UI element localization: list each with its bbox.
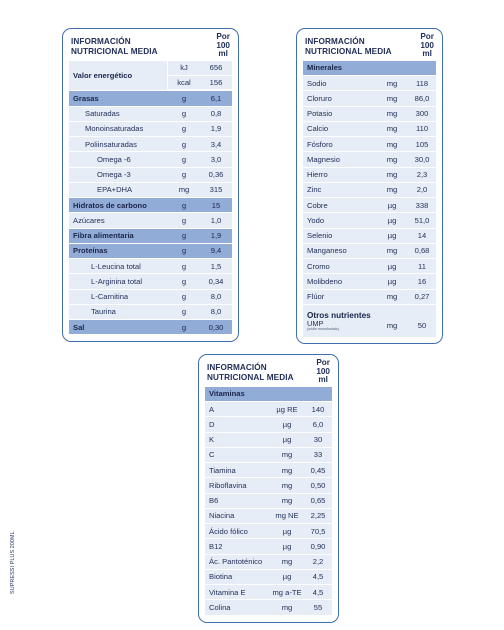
table-row [303,152,436,167]
table-cell-value: 4,5 [312,572,324,582]
table-cell-unit: mg [281,557,293,567]
table-row [205,448,332,463]
table-row [303,183,436,198]
table-cell-name: C [209,450,215,460]
table-row [303,91,436,106]
table-cell-value: 0,8 [210,109,222,119]
table-row [303,244,436,259]
table-cell-value: 51,0 [414,215,430,225]
table-cell-name: Taurina [91,307,116,317]
table-cell-value: 2,3 [416,170,428,180]
table-cell-name: Omega -6 [97,154,131,164]
table-cell-unit: µg [282,541,292,551]
table-cell-unit: µg [387,261,397,271]
nutrition-table [303,61,436,337]
table-cell-name: L-Leucina total [91,261,141,271]
table-cell-unit: µg [282,435,292,445]
table-cell-name: Ác. Pantoténico [209,557,263,567]
table-cell-name: Hierro [307,170,328,180]
table-cell-unit: mg [178,185,190,195]
table-cell-name: Fósforo [307,139,333,149]
table-cell-name: Colina [209,602,231,612]
table-cell-name: L-Carnitina [91,292,129,302]
table-cell-name: Saturadas [85,109,120,119]
table-cell-value: 0,45 [310,465,326,475]
table-row [69,198,232,213]
table-cell-unit: g [181,322,187,332]
table-cell-value: 6,0 [312,419,324,429]
table-cell-value: 2,25 [310,511,326,521]
panel-header [303,33,436,59]
table-cell-unit: g [181,154,187,164]
table-cell-value: 2,2 [312,557,324,567]
table-cell-value: 118 [415,78,429,88]
energy-row [69,61,232,92]
table-cell-unit: mg [386,185,398,195]
table-cell-unit: µg [387,276,397,286]
table-cell-unit: g [181,139,187,149]
per-100ml-label: Por 100 ml [420,32,434,59]
table-row [69,137,232,152]
table-cell-name: L-Arginina total [91,276,143,286]
table-cell-name: Potasio [307,109,333,119]
table-cell-unit: mg [386,292,398,302]
table-cell-value: 8,0 [210,292,222,302]
table-cell-value: 14 [417,231,427,241]
table-cell-value: 0,65 [310,496,326,506]
table-row [205,402,332,417]
table-cell-unit: g [181,109,187,119]
table-cell-name: Zinc [307,185,322,195]
panel-title: INFORMACIÓN NUTRICIONAL MEDIA [71,37,158,56]
table-row [69,274,232,289]
table-cell-value: 1,9 [210,231,222,241]
table-cell-value: 33 [313,450,323,460]
other-nutrients-row [303,305,436,337]
nutrition-table [205,387,332,616]
ump-name [303,320,376,331]
table-cell-value: 656 [209,63,223,73]
table-cell-unit: kcal [177,77,191,87]
table-cell-value: 4,5 [312,587,324,597]
table-cell-value: 70,5 [310,526,326,536]
table-row [303,290,436,305]
table-cell-value: 0,27 [414,292,430,302]
energy-kcal-row [167,76,232,91]
energy-label: Valor energético [69,61,167,91]
table-cell-value: 15 [211,200,221,210]
panel-header [69,33,232,59]
table-cell-name: Fibra alimentaria [73,231,134,241]
table-cell-unit: g [181,170,187,180]
table-cell-unit: mg [281,496,293,506]
table-cell-unit: g [181,276,187,286]
table-cell-value: 6,1 [210,93,222,103]
table-cell-name: Yodo [307,215,325,225]
table-cell-name: Proteínas [73,246,108,256]
table-cell-name: Minerales [307,63,343,73]
table-row [303,76,436,91]
table-row [69,320,232,335]
nutrition-panel-general [62,28,239,342]
table-row [205,433,332,448]
table-cell-name: Omega -3 [97,170,131,180]
table-cell-name: Ácido fólico [209,526,248,536]
panel-title: INFORMACIÓN NUTRICIONAL MEDIA [305,37,392,56]
table-cell-unit: µg [282,419,292,429]
table-row [303,229,436,244]
table-row [69,229,232,244]
table-cell-name: D [209,419,215,429]
table-cell-name: Hidratos de carbono [73,200,147,210]
table-cell-name: Vitamina E [209,587,246,597]
table-cell-name: Sodio [307,78,327,88]
table-cell-name: Vitaminas [209,389,245,399]
table-row [205,585,332,600]
table-cell-value: 0,34 [208,276,224,286]
table-cell-unit: g [181,231,187,241]
table-cell-value: 105 [415,139,429,149]
table-cell-name: Azúcares [73,215,105,225]
table-cell-value: 30,0 [414,154,430,164]
table-row [205,555,332,570]
table-cell-unit: µg [282,572,292,582]
table-row [205,494,332,509]
table-cell-name: Biotina [209,572,233,582]
table-cell-unit: g [181,215,187,225]
table-cell-unit: mg a-TE [272,587,302,597]
table-cell-unit: mg [386,139,398,149]
table-cell-unit: mg [281,602,293,612]
table-cell-value: 3,0 [210,154,222,164]
table-cell-unit: mg [386,246,398,256]
table-cell-name: EPA+DHA [97,185,133,195]
table-cell-name: Molibdeno [307,276,343,286]
table-cell-name: Flúor [307,292,325,302]
table-cell-value: 11 [418,261,426,271]
table-cell-name: Poliinsaturadas [85,139,137,149]
table-row [69,183,232,198]
per-100ml-label: Por 100 ml [316,358,330,385]
table-cell-unit: g [181,200,187,210]
panel-title: INFORMACIÓN NUTRICIONAL MEDIA [207,363,294,382]
table-cell-unit: g [181,124,187,134]
table-cell-unit: mg [386,124,398,134]
table-cell-unit: µg [282,526,292,536]
nutrition-table [69,61,232,336]
table-cell-name: Monoinsaturadas [85,124,144,134]
table-cell-value: 2,0 [416,185,428,195]
table-cell-name: B12 [209,541,223,551]
table-cell-value: 338 [415,200,429,210]
table-row [205,539,332,554]
table-cell-name: Riboflavina [209,480,247,490]
energy-kj-row [167,61,232,76]
table-cell-name: Cromo [307,261,330,271]
per-100ml-label: Por 100 ml [216,32,230,59]
nutrition-panel-minerals [296,28,443,344]
table-cell-unit: mg [386,170,398,180]
table-cell-value: 8,0 [210,307,222,317]
table-row [303,107,436,122]
ump-row [303,320,436,331]
table-cell-name: Manganeso [307,246,347,256]
table-cell-value: 0,30 [208,322,224,332]
table-row [205,387,332,402]
table-cell-unit: mg [386,78,398,88]
table-cell-value: 300 [415,109,429,119]
table-row [69,305,232,320]
table-body [69,91,232,335]
table-cell-name: Calcio [307,124,329,134]
table-body [205,387,332,616]
table-cell-value: 16 [417,276,427,286]
table-row [69,244,232,259]
table-row [303,198,436,213]
table-cell-value: 1,5 [210,261,222,271]
table-cell-unit: mg [386,154,398,164]
table-cell-name: Magnesio [307,154,340,164]
table-row [69,122,232,137]
other-nutrients-title: Otros nutrientes [307,310,371,320]
table-cell-value: 30 [313,435,323,445]
table-cell-unit: mg [386,93,398,103]
table-row [205,417,332,432]
table-cell-value: 0,36 [208,170,224,180]
table-cell-value: 315 [209,185,223,195]
table-row [69,290,232,305]
panel-header [205,359,332,385]
table-cell-value: 0,50 [310,480,326,490]
table-cell-name: A [209,404,215,414]
table-cell-unit: g [181,307,187,317]
table-row [69,91,232,106]
table-row [69,168,232,183]
table-cell-unit: µg [387,200,397,210]
table-cell-unit: mg [281,450,293,460]
table-row [69,107,232,122]
table-cell-value: 55 [313,602,323,612]
table-row [205,600,332,615]
table-cell-value: 140 [311,404,325,414]
table-cell-value: 3,4 [210,139,222,149]
table-row [303,168,436,183]
table-cell-value: 110 [415,124,429,134]
table-cell-value: 1,9 [210,124,222,134]
table-row [205,509,332,524]
table-row [303,61,436,76]
table-row [205,478,332,493]
table-row [303,259,436,274]
table-cell-value: 1,0 [210,215,222,225]
table-cell-name: Sal [73,322,85,332]
ump-sublabel: (uridin monofosfato) [307,326,339,331]
table-cell-unit: µg [387,231,397,241]
table-cell-unit: mg [281,480,293,490]
table-cell-value: 86,0 [414,93,430,103]
table-cell-unit: g [181,292,187,302]
table-body [303,61,436,305]
table-row [303,274,436,289]
table-cell-name: Niacina [209,511,235,521]
table-cell-unit: g [181,246,187,256]
table-cell-value: 0,68 [414,246,430,256]
table-row [205,570,332,585]
table-cell-unit: µg [387,215,397,225]
table-cell-name: Tiamina [209,465,236,475]
table-row [303,122,436,137]
table-row [69,152,232,167]
product-side-label: SUPRESSI PLUS 200ML [10,531,16,594]
table-cell-unit: mg [281,465,293,475]
table-cell-value: 156 [209,77,223,87]
table-cell-value: 0,90 [310,541,326,551]
table-row [205,463,332,478]
table-cell-value: 9,4 [210,246,222,256]
table-row [303,137,436,152]
table-cell-unit: µg RE [276,404,298,414]
table-row [205,524,332,539]
table-cell-name: Cloruro [307,93,332,103]
energy-values [167,61,232,91]
table-cell-name: Cobre [307,200,328,210]
table-cell-unit: kJ [180,63,188,73]
table-cell-name: Selenio [307,231,333,241]
table-cell-unit: g [181,261,187,271]
table-cell-unit: mg NE [275,511,299,521]
table-cell-name: B6 [209,496,219,506]
table-cell-value: 50 [417,320,427,330]
table-cell-name: K [209,435,215,445]
ump-label: UMP [307,318,324,328]
table-row [69,213,232,228]
table-cell-unit: g [181,93,187,103]
table-row [303,213,436,228]
table-row [69,259,232,274]
table-cell-unit: mg [386,109,398,119]
nutrition-panel-vitamins [198,354,339,623]
table-cell-unit: mg [386,320,398,330]
table-cell-name: Grasas [73,93,99,103]
